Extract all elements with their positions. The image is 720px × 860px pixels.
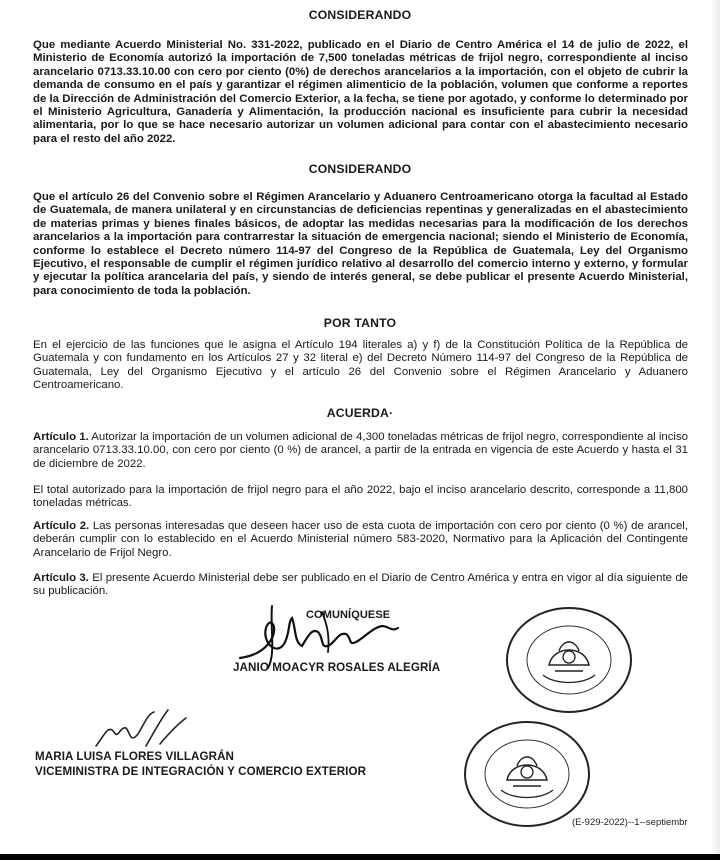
articulo-3-paragraph bbox=[33, 572, 688, 599]
acuerda-heading: ACUERDA· bbox=[326, 406, 394, 420]
ministry-seal-1-icon bbox=[503, 605, 635, 715]
articulo-3-label: Artículo 3. bbox=[33, 572, 89, 584]
articulo-1-text: Autorizar la importación de un volumen adicional de 4,300 toneladas métricas de frijol negro, correspondiente al inciso arancelario 0713.33.10.00, con cero por ciento (0 %) de arancel, a partir de la entrada en vigencia de este Acuerdo y hasta el 31 de diciembre de 2022. bbox=[33, 431, 688, 470]
por-tanto-heading: POR TANTO bbox=[323, 316, 397, 330]
considerando-paragraph-1: Que mediante Acuerdo Ministerial No. 331-2022, publicado en el Diario de Centro América el 14 de julio de 2022, el Ministerio de Economía autorizó la importación de 7,500 toneladas métricas de frijol negro, correspondiente al inciso arancelario 0713.33.10.00 con cero por ciento (0%) de derechos arancelarios a la importación, con el objeto de cubrir la demanda de consumo en el país y garantizar el régimen alimenticio de la población, volumen que conforme a reportes de la Dirección de Administración del Comercio Exterior, a la fecha, se tiene por agotado, y conforme lo determinado por el Ministerio Agricultura, Ganadería y Alimentación, la producción nacional es insuficiente para cubrir la necesidad alimentaria, por lo que se hace necesario autorizar un volumen adicional para contar con el abastecimiento necesario para el resto del año 2022. bbox=[33, 39, 688, 145]
considerando-heading-1: CONSIDERANDO bbox=[308, 8, 412, 22]
signer-1-name: JANIO MOACYR ROSALES ALEGRÍA bbox=[233, 661, 441, 674]
articulo-1-label: Artículo 1. bbox=[33, 431, 89, 443]
signer-2-title: VICEMINISTRA DE INTEGRACIÓN Y COMERCIO EXTERIOR bbox=[35, 765, 367, 778]
page-edge-shadow bbox=[710, 0, 720, 860]
bottom-bar bbox=[0, 854, 720, 860]
articulo-1-paragraph bbox=[33, 431, 688, 471]
articulo-3-text: El presente Acuerdo Ministerial debe ser publicado en el Diario de Centro América y entra en vigor al día siguiente de su publicación. bbox=[33, 572, 688, 598]
footer-reference-note: (E-929-2022)--1--septiembr bbox=[572, 817, 688, 828]
articulo-2-label: Artículo 2. bbox=[33, 520, 90, 532]
por-tanto-paragraph: En el ejercicio de las funciones que le asigna el Artículo 194 literales a) y f) de la Constitución Política de la República de Guatemala y con fundamento en los Artículos 27 y 32 literal e) del Decreto Número 114-97 del Congreso de la República de Guatemala, Ley del Organismo Ejecutivo y el artículo 26 del Convenio sobre el Régimen Arancelario y Aduanero Centroamericano. bbox=[33, 339, 688, 392]
comuniquese-label: COMUNÍQUESE bbox=[306, 609, 391, 621]
articulo-2-text: Las personas interesadas que deseen hacer uso de esta cuota de importación con cero por ciento (0 %) de arancel, deberán cumplir con lo establecido en el Acuerdo Ministerial número 583-2020, Normativo para la Aplicación del Contingente Arancelario de Frijol Negro. bbox=[33, 520, 688, 559]
considerando-heading-2: CONSIDERANDO bbox=[308, 162, 412, 176]
total-paragraph: El total autorizado para la importación de frijol negro para el año 2022, bajo el inciso arancelario descrito, corresponde a 11,800 toneladas métricas. bbox=[33, 484, 688, 510]
ministry-seal-2-icon bbox=[461, 718, 593, 830]
considerando-paragraph-2: Que el artículo 26 del Convenio sobre el Régimen Arancelario y Aduanero Centroamericano otorga la facultad al Estado de Guatemala, de manera unilateral y en circunstancias de deficiencias repentinas y generalizadas en el abastecimiento de materias primas y bienes finales básicos, de adoptar las medidas necesarias para la modificación de los derechos arancelarios a la importación para contrarrestar la situación de emergencia nacional; siendo el Ministerio de Economía, conforme lo establece el Decreto número 114-97 del Congreso de la República de Guatemala, Ley del Organismo Ejecutivo, el responsable de cumplir el régimen jurídico relativo al desarrollo del comercio interno y externo, y formular y ejecutar la política arancelaria del país, y siendo de interés general, se debe publicar el presente Acuerdo Ministerial, para conocimiento de toda la población. bbox=[33, 191, 688, 297]
signer-2-name: MARIA LUISA FLORES VILLAGRÁN bbox=[35, 750, 235, 763]
signature-2-icon bbox=[90, 706, 200, 756]
articulo-2-paragraph bbox=[33, 520, 688, 560]
